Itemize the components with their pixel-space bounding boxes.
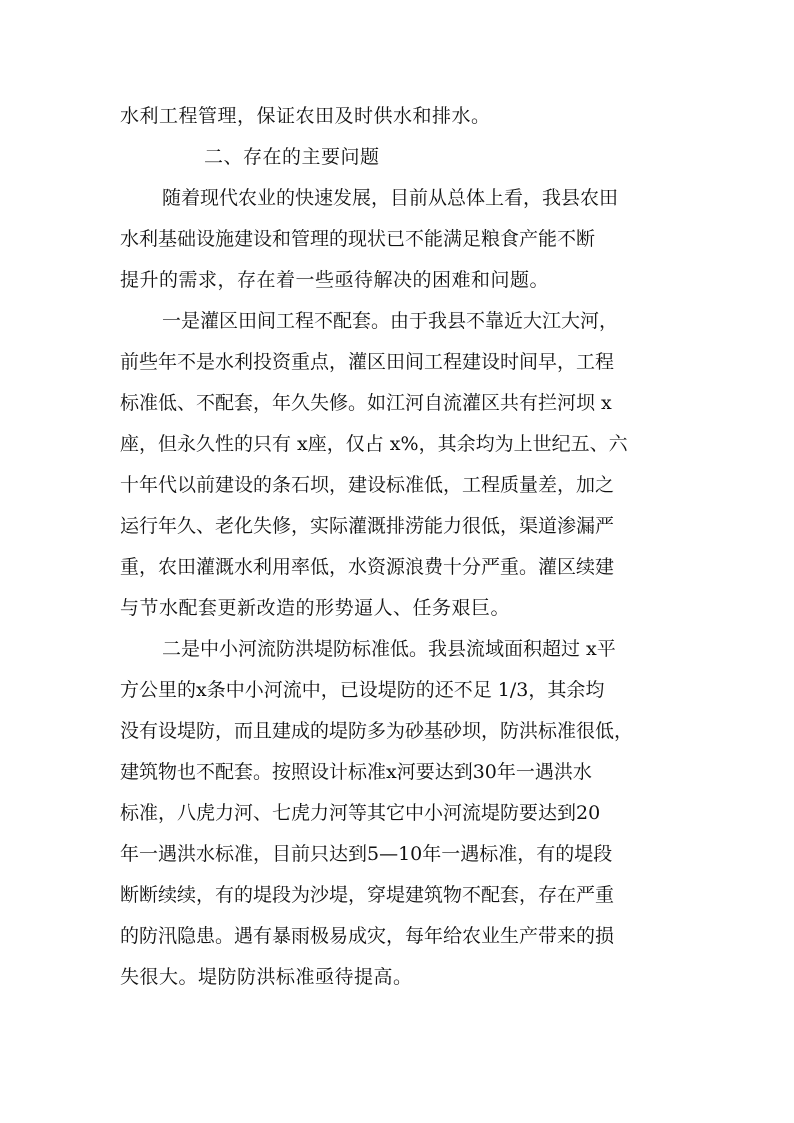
text-line: 重，农田灌溉水利用率低，水资源浪费十分严重。灌区续建 bbox=[120, 556, 615, 578]
text-line: 一是灌区田间工程不配套。由于我县不靠近大江大河， bbox=[162, 310, 619, 332]
text-line: 方公里的x条中小河流中，已设堤防的还不足 1/3，其余均 bbox=[120, 679, 605, 701]
text-line: 十年代以前建设的条石坝，建设标准低，工程质量差，加之 bbox=[120, 474, 615, 496]
text-line: 提升的需求，存在着一些亟待解决的困难和问题。 bbox=[120, 269, 550, 291]
text-line: 运行年久、老化失修，实际灌溉排涝能力很低，渠道渗漏严 bbox=[120, 515, 615, 537]
text-line: 没有设堤防，而且建成的堤防多为砂基砂坝，防洪标准很低， bbox=[120, 720, 634, 742]
section-heading: 二、存在的主要问题 bbox=[204, 146, 380, 168]
text-line: 建筑物也不配套。按照设计标准x河要达到30年一遇洪水 bbox=[120, 761, 592, 783]
text-line: 年一遇洪水标准，目前只达到5—10年一遇标准，有的堤段 bbox=[120, 843, 613, 865]
text-line: 二是中小河流防洪堤防标准低。我县流域面积超过 x平 bbox=[162, 638, 616, 660]
text-line: 座，但永久性的只有 x座，仅占 x%，其余均为上世纪五、六 bbox=[120, 433, 628, 455]
text-line: 水利工程管理，保证农田及时供水和排水。 bbox=[120, 105, 491, 127]
text-line: 前些年不是水利投资重点，灌区田间工程建设时间早，工程 bbox=[120, 351, 615, 373]
text-line: 标准，八虎力河、七虎力河等其它中小河流堤防要达到20 bbox=[120, 802, 601, 824]
document-body bbox=[120, 96, 686, 998]
text-line: 失很大。堤防防洪标准亟待提高。 bbox=[120, 966, 413, 988]
text-line: 随着现代农业的快速发展，目前从总体上看，我县农田 bbox=[162, 187, 619, 209]
text-line: 断断续续，有的堤段为沙堤，穿堤建筑物不配套，存在严重 bbox=[120, 884, 615, 906]
text-line: 的防汛隐患。遇有暴雨极易成灾，每年给农业生产带来的损 bbox=[120, 925, 615, 947]
text-line: 与节水配套更新改造的形势逼人、任务艰巨。 bbox=[120, 597, 511, 619]
text-line: 标准低、不配套，年久失修。如江河自流灌区共有拦河坝 x bbox=[120, 392, 612, 414]
text-line: 水利基础设施建设和管理的现状已不能满足粮食产能不断 bbox=[120, 228, 596, 250]
